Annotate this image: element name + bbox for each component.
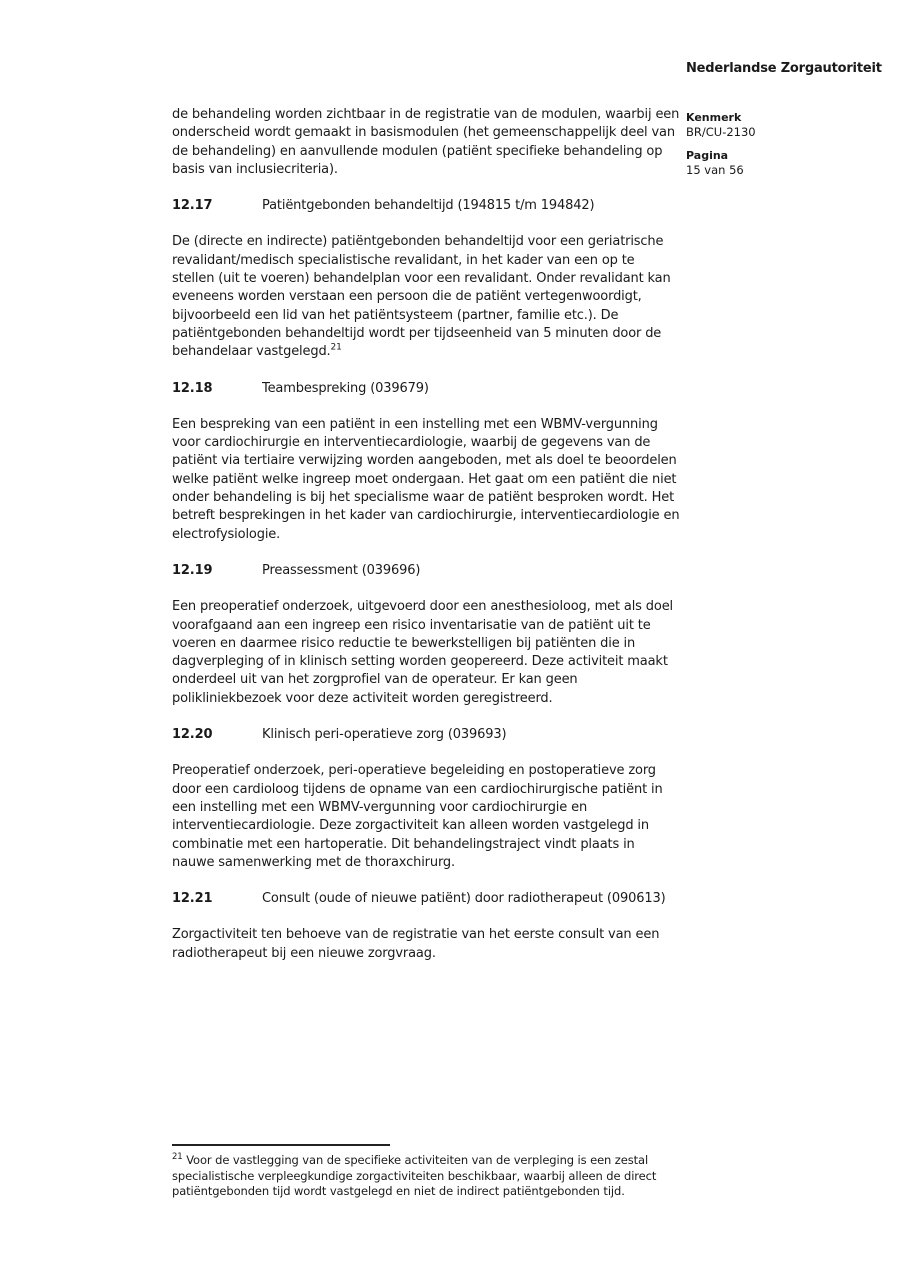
- main-text-column: [172, 106, 680, 981]
- section-number: 12.18: [172, 380, 213, 396]
- section-title: Teambespreking (039679): [262, 380, 429, 396]
- kenmerk-block: [686, 111, 856, 139]
- section-body-text: De (directe en indirecte) patiëntgebonden behandeltijd voor een geriatrische revalidant/medisch specialistische revalidant, in het kader van een op te stellen (uit te voeren) behandelplan voor een revalidant. Onder revalidant kan eveneens worden verstaan een persoon die de patiënt vertegenwoordigt, bijvoorbeeld een lid van het patiëntsysteem (partner, familie etc.). De patiëntgebonden behandeltijd wordt per tijdseenheid van 5 minuten door de behandelaar vastgelegd.: [172, 234, 671, 360]
- section-heading-12-21: [172, 890, 680, 908]
- section-body-12-21: Zorgactiviteit ten behoeve van de registratie van het eerste consult van een radiotherapeut bij een nieuwe zorgvraag.: [172, 927, 660, 961]
- intro-paragraph: de behandeling worden zichtbaar in de registratie van de modulen, waarbij een onderscheid wordt gemaakt in basismodulen (het gemeenschappelijk deel van de behandeling) en aanvullende modulen (patiënt specifieke behandeling op basis van inclusiecriteria).: [172, 107, 680, 177]
- section-heading-12-18: [172, 380, 680, 398]
- document-meta: [686, 111, 856, 187]
- section-number: 12.20: [172, 727, 213, 743]
- section-title: Preassessment (039696): [262, 562, 421, 578]
- section-number: 12.21: [172, 891, 213, 907]
- section-title: Consult (oude of nieuwe patiënt) door radiotherapeut (090613): [262, 891, 666, 907]
- section-title: Patiëntgebonden behandeltijd (194815 t/m 194842): [262, 198, 595, 214]
- section-body-12-18: Een bespreking van een patiënt in een instelling met een WBMV-vergunning voor cardiochirurgie en interventiecardiologie, waarbij de gegevens van de patiënt via tertiaire verwijzing worden aangeboden, met als doel te beoordelen welke patiënt welke ingreep moet ondergaan. Het gaat om een patiënt die niet onder behandeling is bij het specialisme waar de patiënt besproken wordt. Het betreft besprekingen in het kader van cardiochirurgie, interventiecardiologie en electrofysiologie.: [172, 416, 680, 542]
- section-body-12-19: Een preoperatief onderzoek, uitgevoerd door een anesthesioloog, met als doel voorafgaand aan een ingreep een risico inventarisatie van de patiënt uit te voeren en daarmee risico reductie te bewerkstelligen bij patiënten die in dagverpleging of in klinisch setting worden geopereerd. Deze activiteit maakt onderdeel uit van het zorgprofiel van de operateur. Er kan geen polikliniekbezoek voor deze activiteit worden geregistreerd.: [172, 599, 674, 706]
- section-number: 12.19: [172, 562, 213, 578]
- section-number: 12.17: [172, 198, 213, 214]
- section-heading-12-19: [172, 562, 680, 580]
- pagina-value: 15 van 56: [686, 163, 744, 177]
- section-title: Klinisch peri-operatieve zorg (039693): [262, 727, 507, 743]
- kenmerk-label: Kenmerk: [686, 111, 742, 124]
- org-name: Nederlandse Zorgautoriteit: [686, 61, 882, 76]
- footnote-reference: 21: [330, 342, 342, 353]
- footnote-number: 21: [172, 1152, 183, 1163]
- footnote-area: [172, 1144, 682, 1200]
- pagina-block: [686, 149, 856, 177]
- footnote-body: Voor de vastlegging van de specifieke activiteiten van de verpleging is een zestal specialistische verpleegkundige zorgactiviteiten beschikbaar, waarbij alleen de direct patiëntgebonden tijd wordt vastgelegd en niet de indirect patiëntgebonden tijd.: [172, 1153, 657, 1198]
- section-heading-12-17: [172, 197, 680, 215]
- kenmerk-value: BR/CU-2130: [686, 125, 756, 139]
- footnote-divider: [172, 1144, 390, 1146]
- pagina-label: Pagina: [686, 149, 729, 162]
- section-heading-12-20: [172, 726, 680, 744]
- section-body-12-17: [172, 233, 680, 361]
- footnote-text: [172, 1153, 682, 1200]
- section-body-12-20: Preoperatief onderzoek, peri-operatieve begeleiding en postoperatieve zorg door een cardioloog tijdens de opname van een cardiochirurgische patiënt in een instelling met een WBMV-vergunning voor cardiochirurgie en interventiecardiologie. Deze zorgactiviteit kan alleen worden vastgelegd in combinatie met een hartoperatie. Dit behandelingstraject vindt plaats in nauwe samenwerking met de thoraxchirurg.: [172, 763, 663, 870]
